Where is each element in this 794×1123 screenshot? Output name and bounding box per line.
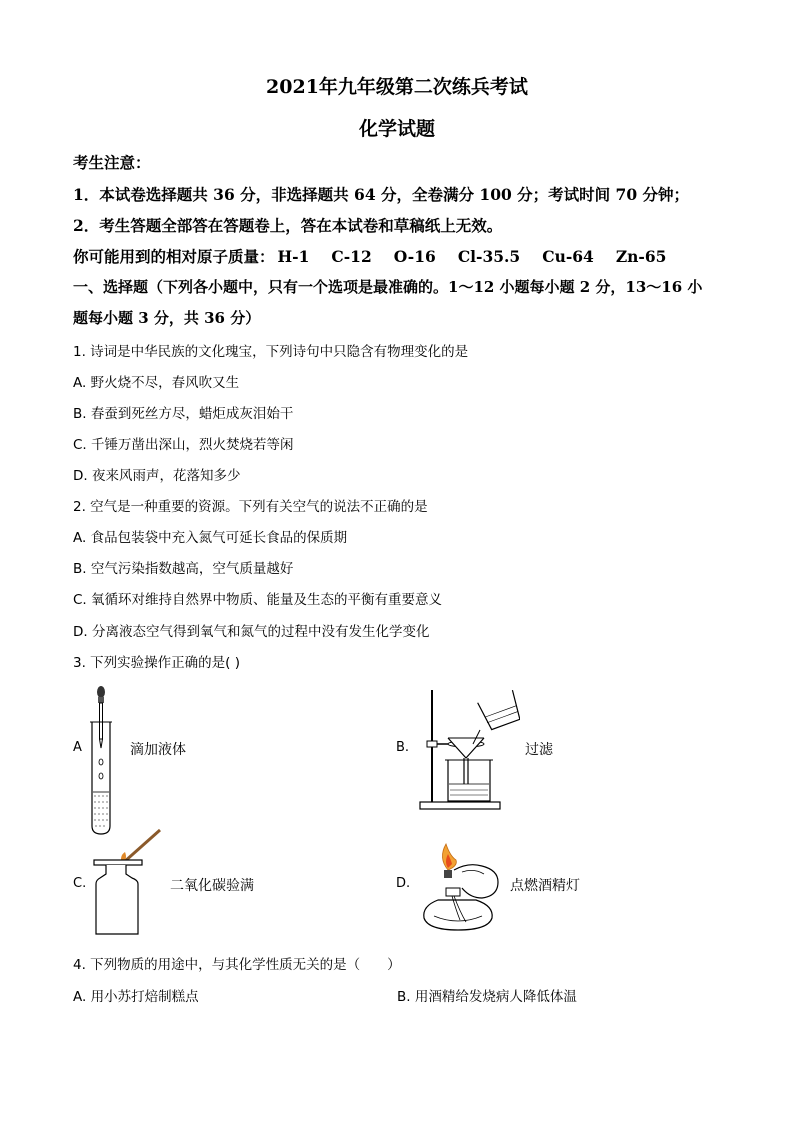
notice-heading: 考生注意： bbox=[73, 153, 151, 172]
section-heading-line2: 题每小题 3 分，共 36 分） bbox=[73, 309, 261, 327]
atomic-mass: Cu-64 bbox=[542, 247, 594, 266]
figure-d-label: D. bbox=[396, 876, 411, 891]
notice-item-2: 2．考生答题全部答在答题卷上，答在本试卷和草稿纸上无效。 bbox=[73, 216, 503, 235]
question-2-stem: 2. 空气是一种重要的资源。下列有关空气的说法不正确的是 bbox=[73, 499, 428, 515]
alcohol-lamp-lighting-icon bbox=[418, 840, 506, 932]
question-1-option-b: B. 春蚕到死丝方尽，蜡炬成灰泪始干 bbox=[73, 406, 294, 422]
figure-c-label: C. bbox=[73, 876, 87, 891]
section-heading-line1: 一、选择题（下列各小题中，只有一个选项是最准确的。1～12 小题每小题 2 分，13～16 小 bbox=[73, 278, 703, 296]
atomic-masses-row bbox=[73, 245, 666, 267]
atomic-mass: Cl-35.5 bbox=[457, 247, 521, 266]
question-4-option-a: A. 用小苏打焙制糕点 bbox=[73, 989, 199, 1005]
exam-title: 2021年九年级第二次练兵考试 bbox=[266, 76, 528, 98]
question-2-option-b: B. 空气污染指数越高，空气质量越好 bbox=[73, 561, 294, 577]
figure-b-text: 过滤 bbox=[525, 742, 553, 758]
question-3-stem: 3. 下列实验操作正确的是( ) bbox=[73, 655, 240, 671]
gas-bottle-splint-icon bbox=[92, 826, 164, 938]
subject-title: 化学试题 bbox=[358, 118, 435, 140]
figure-b-label: B. bbox=[396, 740, 410, 755]
atomic-mass: C-12 bbox=[331, 247, 372, 266]
question-4-stem: 4. 下列物质的用途中，与其化学性质无关的是（ ） bbox=[73, 957, 401, 973]
atomic-masses-label: 你可能用到的相对原子质量： bbox=[73, 247, 275, 266]
atomic-mass: H-1 bbox=[277, 247, 310, 266]
atomic-mass: Zn-65 bbox=[615, 247, 667, 266]
dropper-test-tube-icon bbox=[86, 684, 116, 836]
question-1-option-c: C. 千锤万凿出深山，烈火焚烧若等闲 bbox=[73, 437, 294, 453]
figure-d-text: 点燃酒精灯 bbox=[510, 878, 580, 894]
question-2-option-a: A. 食品包装袋中充入氮气可延长食品的保质期 bbox=[73, 530, 348, 546]
figure-c-text: 二氧化碳验满 bbox=[170, 878, 254, 894]
figure-a-text: 滴加液体 bbox=[130, 742, 186, 758]
question-4-option-b: B. 用酒精给发烧病人降低体温 bbox=[397, 989, 577, 1005]
figure-a-label: A bbox=[73, 740, 82, 755]
question-1-option-d: D. 夜来风雨声，花落知多少 bbox=[73, 468, 241, 484]
filtration-apparatus-icon bbox=[418, 686, 520, 812]
atomic-mass: O-16 bbox=[393, 247, 436, 266]
question-1-option-a: A. 野火烧不尽，春风吹又生 bbox=[73, 375, 240, 391]
question-2-option-d: D. 分离液态空气得到氧气和氮气的过程中没有发生化学变化 bbox=[73, 624, 430, 640]
notice-item-1: 1．本试卷选择题共 36 分，非选择题共 64 分，全卷满分 100 分；考试时间 70 分钟； bbox=[73, 185, 690, 204]
question-1-stem: 1. 诗词是中华民族的文化瑰宝，下列诗句中只隐含有物理变化的是 bbox=[73, 344, 469, 360]
question-2-option-c: C. 氧循环对维持自然界中物质、能量及生态的平衡有重要意义 bbox=[73, 592, 443, 608]
